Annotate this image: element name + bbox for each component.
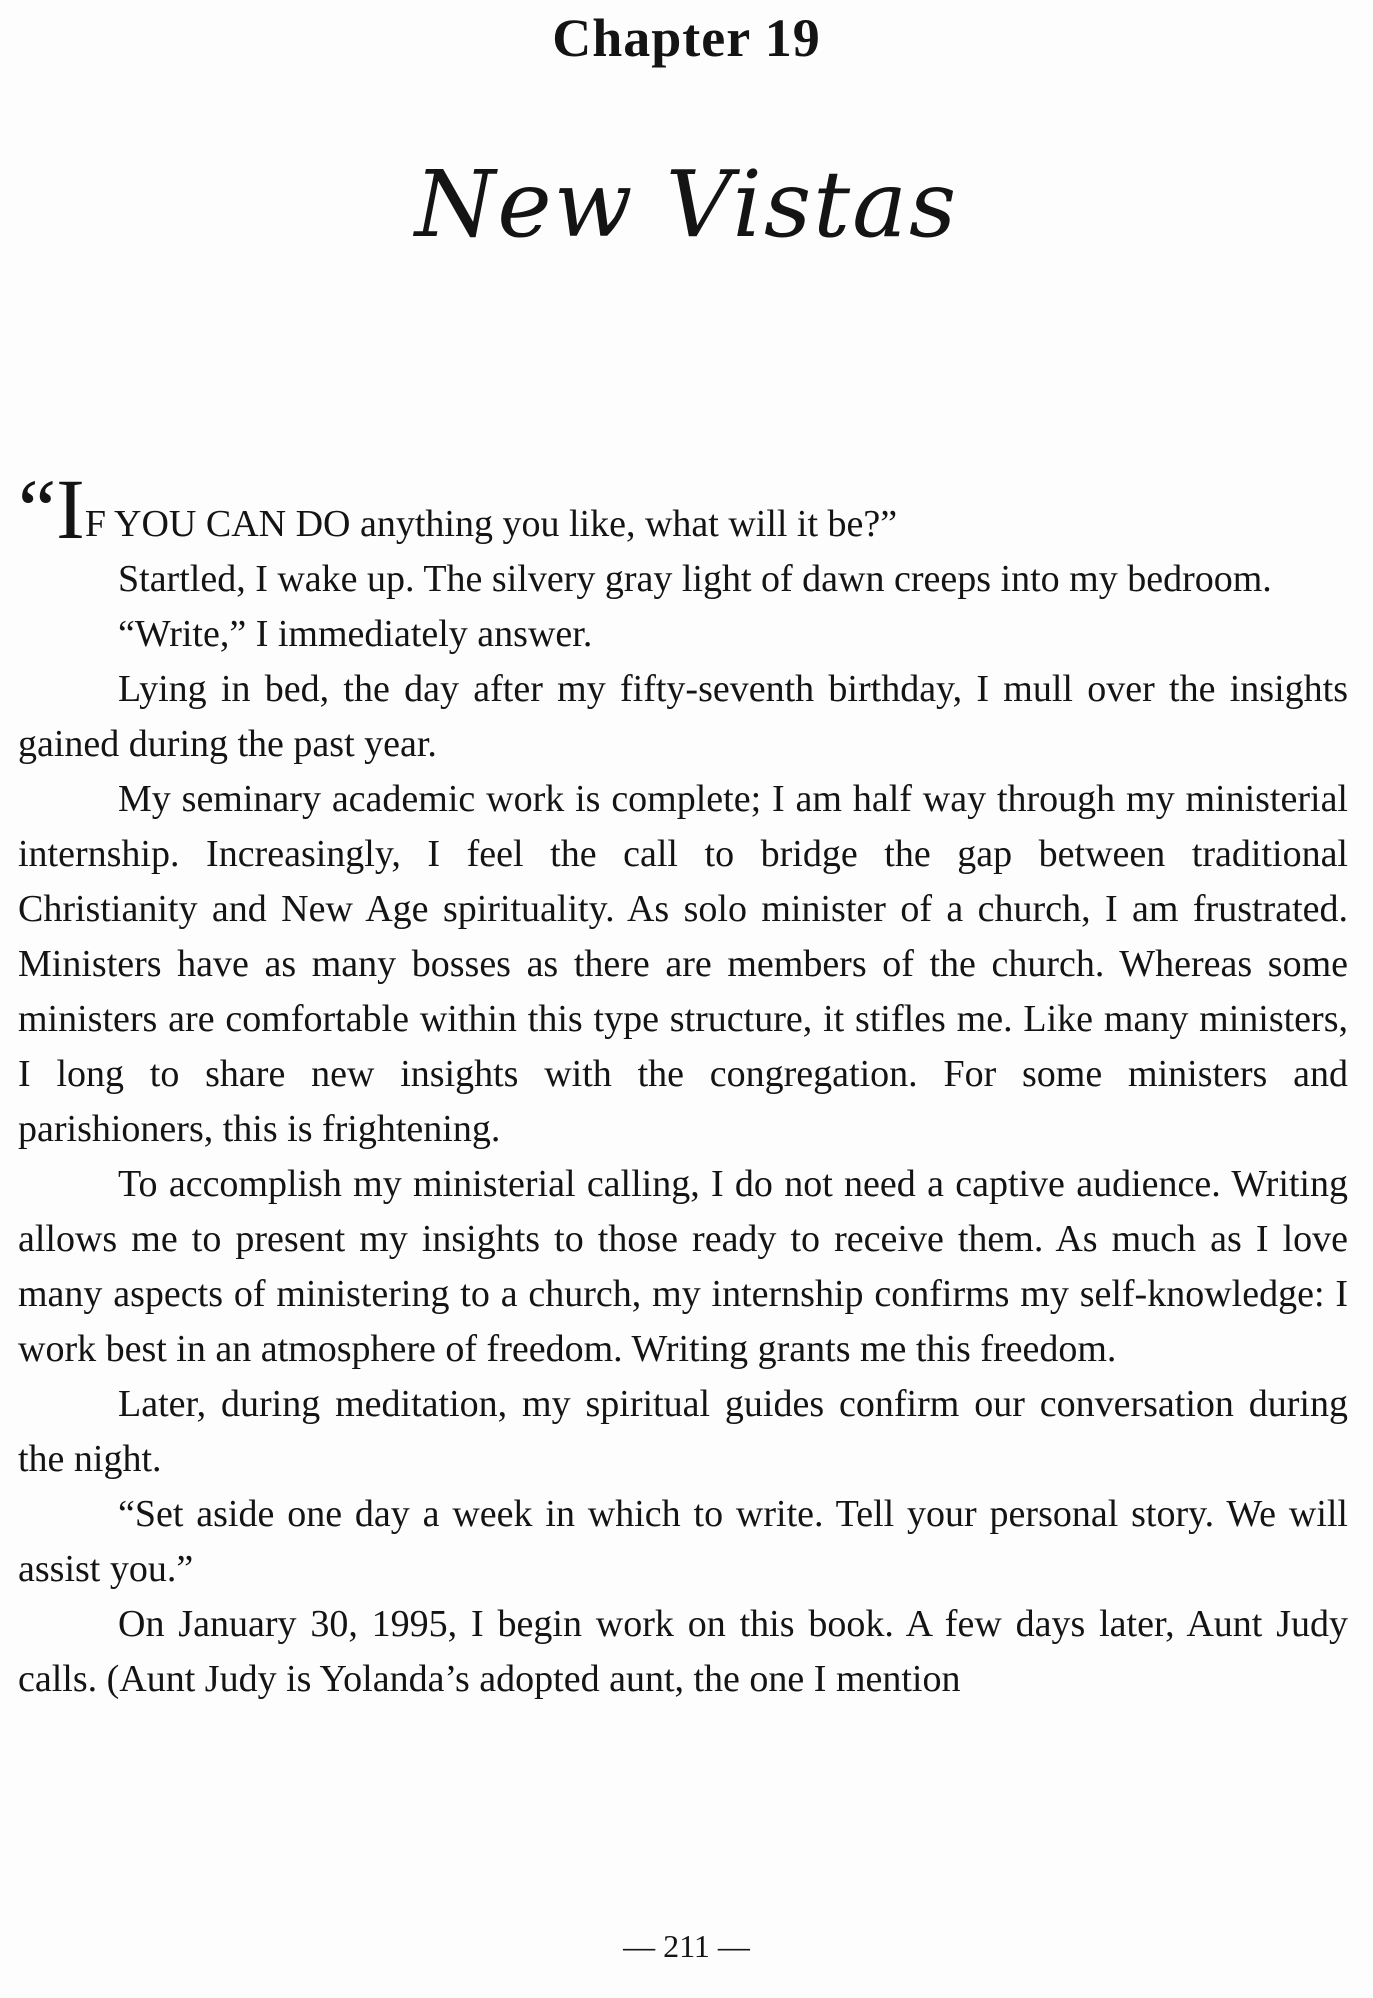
opening-paragraph bbox=[18, 461, 1348, 557]
opening-small-caps: F YOU CAN DO bbox=[84, 503, 351, 545]
paragraph: Later, during meditation, my spiritual guides confirm our conversation during the night. bbox=[18, 1383, 1348, 1480]
drop-cap: “I bbox=[18, 461, 85, 557]
paragraph: Startled, I wake up. The silvery gray light of dawn creeps into my bedroom. bbox=[118, 558, 1272, 600]
chapter-title: New Vistas bbox=[414, 151, 959, 258]
chapter-label: Chapter 19 bbox=[552, 8, 821, 68]
paragraph: “Set aside one day a week in which to write. Tell your personal story. We will assist you.” bbox=[18, 1493, 1348, 1590]
paragraph: Lying in bed, the day after my fifty-seventh birthday, I mull over the insights gained during the past year. bbox=[18, 668, 1348, 765]
opening-rest: anything you like, what will it be?” bbox=[350, 503, 898, 545]
paragraph: “Write,” I immediately answer. bbox=[118, 613, 593, 655]
body-text bbox=[18, 461, 1348, 1707]
page-number: — 211 — bbox=[623, 1928, 750, 1964]
paragraph: To accomplish my ministerial calling, I do not need a captive audience. Writing allows me to present my insights to those ready to receive them. As much as I love many aspects of ministering to a church, my internship confirms my self-knowledge: I work best in an atmosphere of freedom. Writing grants me this freedom. bbox=[18, 1163, 1348, 1370]
paragraph: My seminary academic work is complete; I am half way through my ministerial internship. Increasingly, I feel the call to bridge the gap between traditional Christianity and New Age spirituality. As solo minister of a church, I am frustrated. Ministers have as many bosses as there are members of the church. Whereas some ministers are comfortable within this type structure, it stifles me. Like many ministers, I long to share new insights with the congregation. For some ministers and parishioners, this is frightening. bbox=[18, 778, 1348, 1150]
paragraph: On January 30, 1995, I begin work on this book. A few days later, Aunt Judy calls. (Aunt Judy is Yolanda’s adopted aunt, the one I mention bbox=[18, 1603, 1348, 1700]
